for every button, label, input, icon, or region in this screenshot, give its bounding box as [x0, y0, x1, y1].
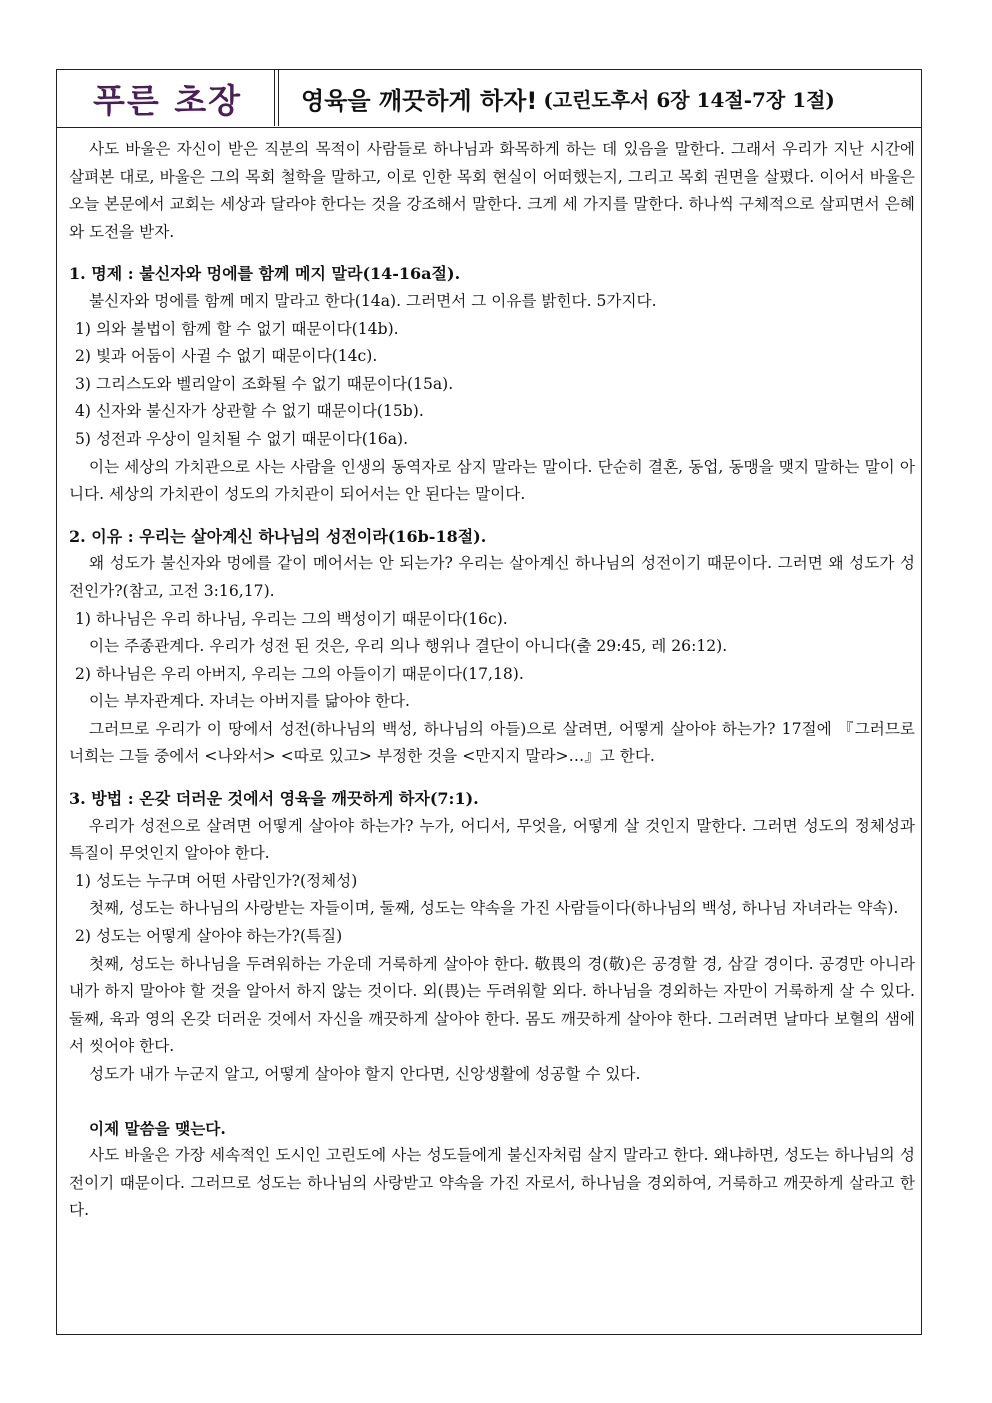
- header: [57, 70, 921, 128]
- section2-item: 2) 하나님은 우리 아버지, 우리는 그의 아들이기 때문이다(17,18).: [75, 664, 524, 683]
- section2-item-note: 이는 부자관계다. 자녀는 아버지를 닮아야 한다.: [89, 692, 410, 711]
- section3-intro: 우리가 성전으로 살려면 어떻게 살아야 하는가? 누가, 어디서, 무엇을, 어떻게 살 것인지 말한다. 그러면 성도의 정체성과 특질이 무엇인지 알아야 한다.: [69, 816, 915, 863]
- section1-item: 5) 성전과 우상이 일치될 수 없기 때문이다(16a).: [75, 429, 409, 448]
- section3-item: 1) 성도는 누구며 어떤 사람인가?(정체성): [75, 871, 358, 890]
- section1-item: 1) 의와 불법이 함께 할 수 없기 때문이다(14b).: [75, 319, 399, 338]
- section1-item: 2) 빛과 어둠이 사귈 수 없기 때문이다(14c).: [75, 347, 378, 366]
- section1-heading: 1. 명제 : 불신자와 멍에를 함께 메지 말라(14-16a절).: [69, 264, 461, 284]
- section3-item: 2) 성도는 어떻게 살아야 하는가?(특질): [75, 927, 343, 946]
- closing-paragraph: 사도 바울은 가장 세속적인 도시인 고린도에 사는 성도들에게 불신자처럼 살지 말라고 한다. 왜냐하면, 성도는 하나님의 성전이기 때문이다. 그러므로 성도는 하나님의 사랑받고 약속을 가진 자로서, 하나님을 경외하여, 거룩하고 깨끗하게 살라고 한다.: [69, 1146, 915, 1220]
- section3-item-note: 첫째, 성도는 하나님을 두려워하는 가운데 거룩하게 살아야 한다. 敬畏의 경(敬)은 공경할 경, 삼갈 경이다. 공경만 아니라 내가 하지 말아야 할 것을 알아서 하지 않는 것이다. 외(畏)는 두려워할 외다. 하나님을 경외하는 자만이 거룩하게 살 수 있다. 둘째, 육과 영의 온갖 더러운 것에서 자신을 깨끗하게 살아야 한다. 몸도 깨끗하게 살아야 한다. 그러려면 날마다 보혈의 샘에서 씻어야 한다.: [69, 954, 915, 1056]
- scripture-reference: (고린도후서 6장 14절-7장 1절): [543, 87, 835, 112]
- section3-heading: 3. 방법 : 온갖 더러운 것에서 영육을 깨끗하게 하자(7:1).: [69, 789, 479, 809]
- bulletin-frame: [56, 69, 922, 1335]
- section1-item: 4) 신자와 불신자가 상관할 수 없기 때문이다(15b).: [75, 402, 424, 421]
- section1-item: 3) 그리스도와 벨리알이 조화될 수 없기 때문이다(15a).: [75, 374, 454, 393]
- section2-item: 1) 하나님은 우리 하나님, 우리는 그의 백성이기 때문이다(16c).: [75, 609, 508, 628]
- section2-item-note: 이는 주종관계다. 우리가 성전 된 것은, 우리 의나 행위나 결단이 아니다(출 29:45, 레 26:12).: [89, 637, 728, 656]
- section2-intro: 왜 성도가 불신자와 멍에를 같이 메어서는 안 되는가? 우리는 살아계신 하나님의 성전이기 때문이다. 그러면 왜 성도가 성전인가?(참고, 고전 3:16,17).: [69, 554, 915, 600]
- sermon-title-area: [301, 70, 835, 126]
- brand-box: [57, 70, 279, 126]
- intro-paragraph: 사도 바울은 자신이 받은 직분의 목적이 사람들로 하나님과 화목하게 하는 데 있음을 말한다. 그래서 우리가 지난 시간에 살펴본 대로, 바울은 그의 목회 철학을 말하고, 이로 인한 목회 현실이 어떠했는지, 그리고 목회 권면을 살폈다. 이어서 바울은 오늘 본문에서 교회는 세상과 달라야 한다는 것을 강조해서 말한다. 크게 세 가지를 말한다. 하나씩 구체적으로 살피면서 은혜와 도전을 받자.: [69, 140, 915, 241]
- closing-heading: 이제 말씀을 맺는다.: [89, 1118, 226, 1138]
- section2-heading: 2. 이유 : 우리는 살아계신 하나님의 성전이라(16b-18절).: [69, 526, 487, 546]
- sermon-title: 영육을 깨끗하게 하자!: [301, 86, 538, 115]
- section1-intro: 불신자와 멍에를 함께 메지 말라고 한다(14a). 그러면서 그 이유를 밝힌다. 5가지다.: [89, 291, 657, 310]
- sermon-body: [69, 136, 915, 1225]
- section1-conclusion: 이는 세상의 가치관으로 사는 사람을 인생의 동역자로 삼지 말라는 말이다. 단순히 결혼, 동업, 동맹을 맺지 말하는 말이 아니다. 세상의 가치관이 성도의 가치관이 되어서는 안 된다는 말이다.: [69, 457, 915, 504]
- section3-conclusion: 성도가 내가 누군지 알고, 어떻게 살아야 할지 안다면, 신앙생활에 성공할 수 있다.: [89, 1065, 641, 1083]
- section3-item-note: 첫째, 성도는 하나님의 사랑받는 자들이며, 둘째, 성도는 약속을 가진 사람들이다(하나님의 백성, 하나님 자녀라는 약속).: [89, 899, 899, 918]
- brand-title: 푸른 초장: [92, 80, 242, 120]
- section2-conclusion: 그러므로 우리가 이 땅에서 성전(하나님의 백성, 하나님의 아들)으로 살려면, 어떻게 살아야 하는가? 17절에 『그러므로 너희는 그들 중에서 <나와서> <따로 있고> 부정한 것을 <만지지 말라>…』고 한다.: [69, 719, 915, 766]
